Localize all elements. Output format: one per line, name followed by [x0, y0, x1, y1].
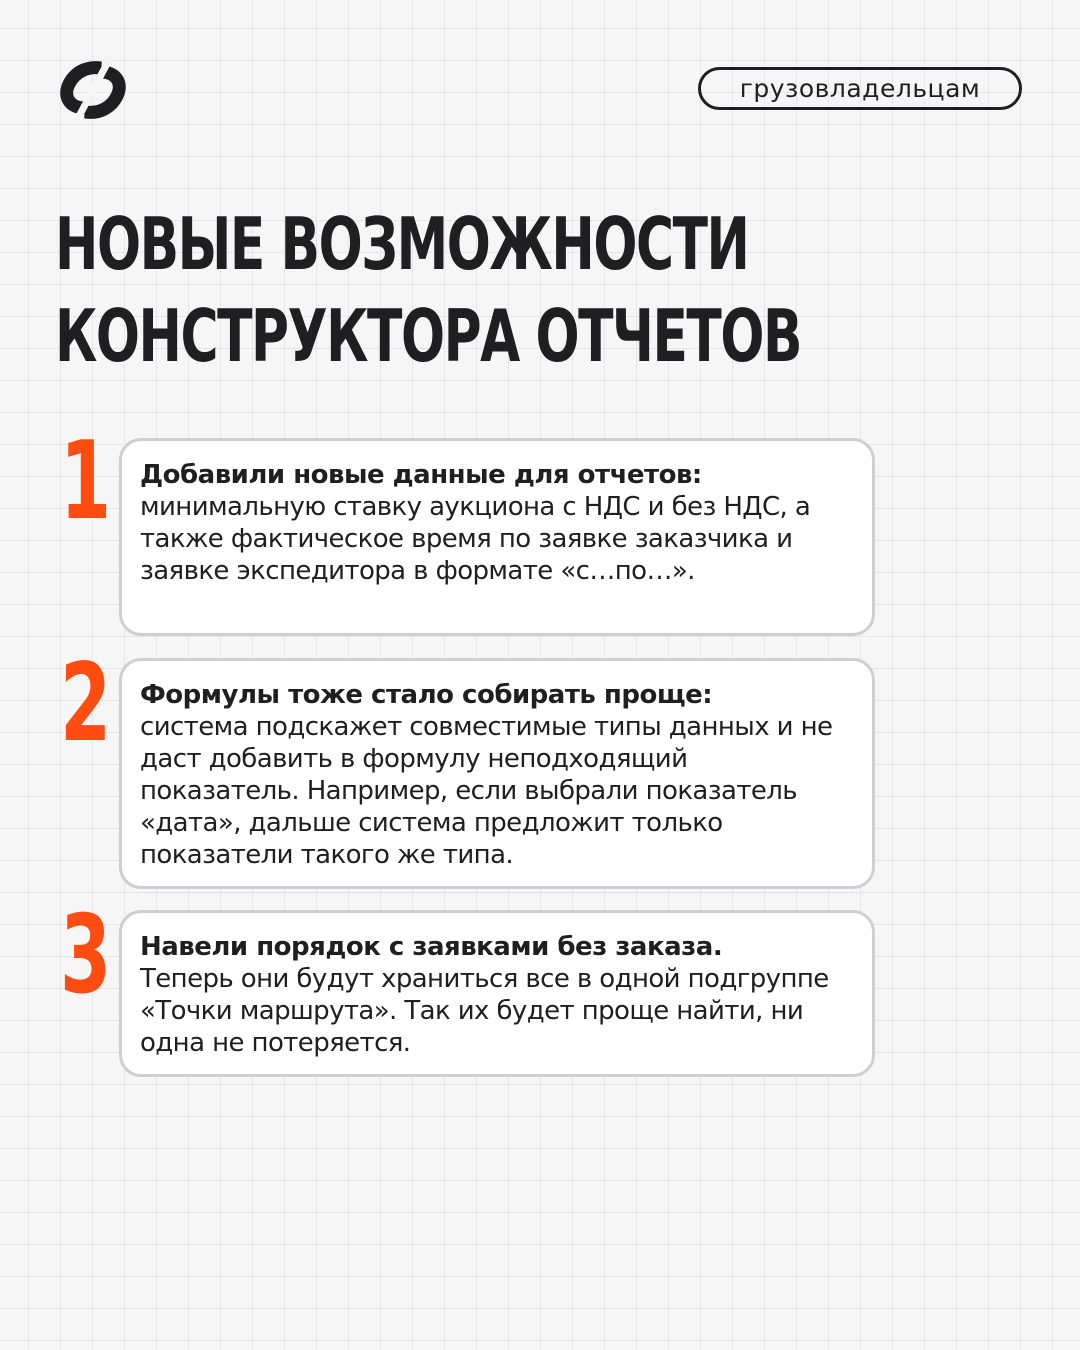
page-title-line-1: НОВЫЕ ВОЗМОЖНОСТИ: [55, 202, 749, 286]
brand-logo-icon: [55, 56, 131, 124]
feature-card-1: [119, 438, 875, 636]
feature-card-2: [119, 658, 875, 889]
feature-card-text: Теперь они будут храниться все в одной подгруппе «Точки маршрута». Так их будет проще найти, ни одна не потеряется.: [140, 964, 829, 1058]
feature-card-lead: Формулы тоже стало собирать проще:: [140, 680, 713, 710]
page-title-line-2: КОНСТРУКТОРА ОТЧЕТОВ: [55, 294, 802, 378]
item-number-3: 3: [60, 893, 112, 1018]
feature-card-lead: Добавили новые данные для отчетов:: [140, 460, 702, 490]
feature-card-3: [119, 910, 875, 1077]
feature-card-text: система подскажет совместимые типы данных и не даст добавить в формулу неподходящий показатель. Например, если выбрали показатель «дата», дальше система предложит только показатели такого же типа.: [140, 712, 833, 870]
page-title: [55, 198, 801, 382]
item-number-1: 1: [60, 419, 112, 544]
audience-tag: грузовладельцам: [698, 67, 1022, 110]
feature-card-lead: Навели порядок с заявками без заказа.: [140, 932, 723, 962]
item-number-2: 2: [60, 641, 112, 766]
feature-card-text: минимальную ставку аукциона с НДС и без НДС, а также фактическое время по заявке заказчика и заявке экспедитора в формате «с…по…».: [140, 492, 811, 586]
